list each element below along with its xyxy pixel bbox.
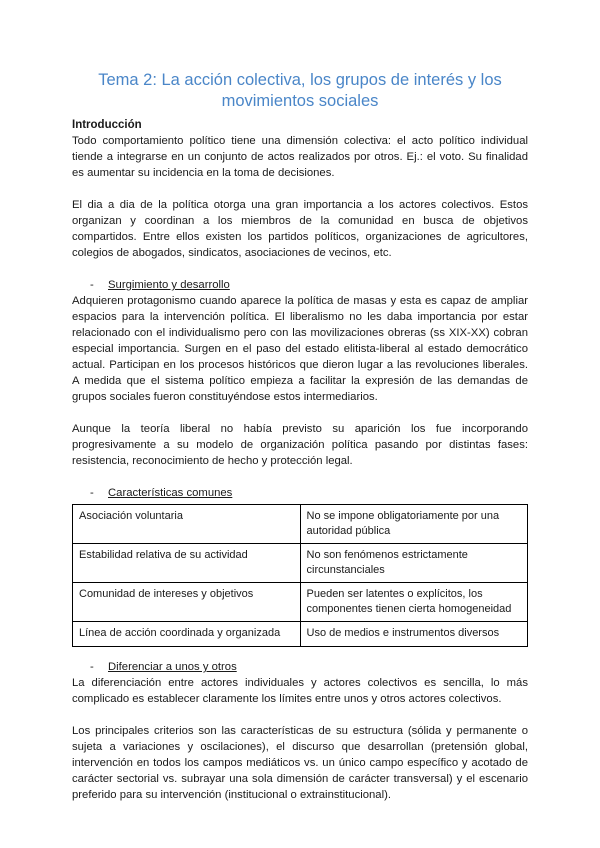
intro-heading: Introducción: [72, 119, 142, 131]
table-cell: Comunidad de intereses y objetivos: [73, 583, 301, 622]
section-caracteristicas-heading: [72, 485, 528, 501]
page-title: Tema 2: La acción colectiva, los grupos de interés y los movimientos sociales: [98, 71, 502, 110]
table-cell: Estabilidad relativa de su actividad: [73, 544, 301, 583]
intro-paragraph-2: El dia a dia de la política otorga una gran importancia a los actores colectivos. Estos organizan y coordinan a los miembros de la comunidad en busca de objetivos compartidos. Entre ellos existen los partidos políticos, organizaciones de agricultores, colegios de abogados, sindicatos, asociaciones de vecinos, etc.: [72, 199, 528, 259]
intro-paragraph-1: Todo comportamiento político tiene una dimensión colectiva: el acto político individual tiende a integrarse en un conjunto de actos realizados por otros. Ej.: el voto. Su finalidad es aumentar su incidencia en la toma de decisiones.: [72, 135, 528, 179]
diferenciar-paragraph-1: La diferenciación entre actores individuales y actores colectivos es sencilla, lo más complicado es establecer claramente los límites entre unos y otros actores colectivos.: [72, 677, 528, 705]
section-heading-label: Surgimiento y desarrollo: [108, 279, 230, 291]
section-diferenciar-heading: [72, 659, 528, 675]
section-heading-label: Características comunes: [108, 487, 233, 499]
table-cell: Pueden ser latentes o explícitos, los componentes tienen cierta homogeneidad: [300, 583, 528, 622]
surgimiento-paragraph-2: Aunque la teoría liberal no había previsto su aparición los fue incorporando progresivamente a su modelo de organización política pasando por distintas fases: resistencia, reconocimiento de hecho y protección legal.: [72, 423, 528, 467]
table-row: [73, 505, 528, 544]
characteristics-table: [72, 504, 528, 647]
document-page: [72, 70, 528, 803]
table-row: [73, 622, 528, 647]
table-row: [73, 544, 528, 583]
table-cell: No se impone obligatoriamente por una autoridad pública: [300, 505, 528, 544]
diferenciar-paragraph-2: Los principales criterios son las características de su estructura (sólida y permanente o sujeta a variaciones y oscilaciones), el discurso que desarrollan (pretensión global, intervención en todos los campos mediáticos vs. un único campo específico y acotado de carácter sectorial vs. subrayar una sola dimensión de carácter transversal) y el escenario preferido para su intervención (institucional o extrainstitucional).: [72, 725, 528, 801]
section-surgimiento-heading: [72, 277, 528, 293]
table-row: [73, 583, 528, 622]
bullet-dash: -: [90, 487, 94, 499]
table-cell: No son fenómenos estrictamente circunstanciales: [300, 544, 528, 583]
table-cell: Uso de medios e instrumentos diversos: [300, 622, 528, 647]
bullet-dash: -: [90, 279, 94, 291]
table-cell: Línea de acción coordinada y organizada: [73, 622, 301, 647]
bullet-dash: -: [90, 661, 94, 673]
surgimiento-paragraph-1: Adquieren protagonismo cuando aparece la política de masas y esta es capaz de ampliar espacios para la intervención política. El liberalismo no les daba importancia por estar relacionado con el individualismo pero con las movilizaciones obreras (ss XIX-XX) cobran especial importancia. Surgen en el paso del estado elitista-liberal al estado democrático actual. Participan en los procesos históricos que dieron lugar a las revoluciones liberales. A medida que el sistema político empieza a facilitar la expresión de las demandas de grupos sociales fueron constituyéndose estos intermediarios.: [72, 295, 528, 403]
table-cell: Asociación voluntaria: [73, 505, 301, 544]
section-heading-label: Diferenciar a unos y otros: [108, 661, 237, 673]
